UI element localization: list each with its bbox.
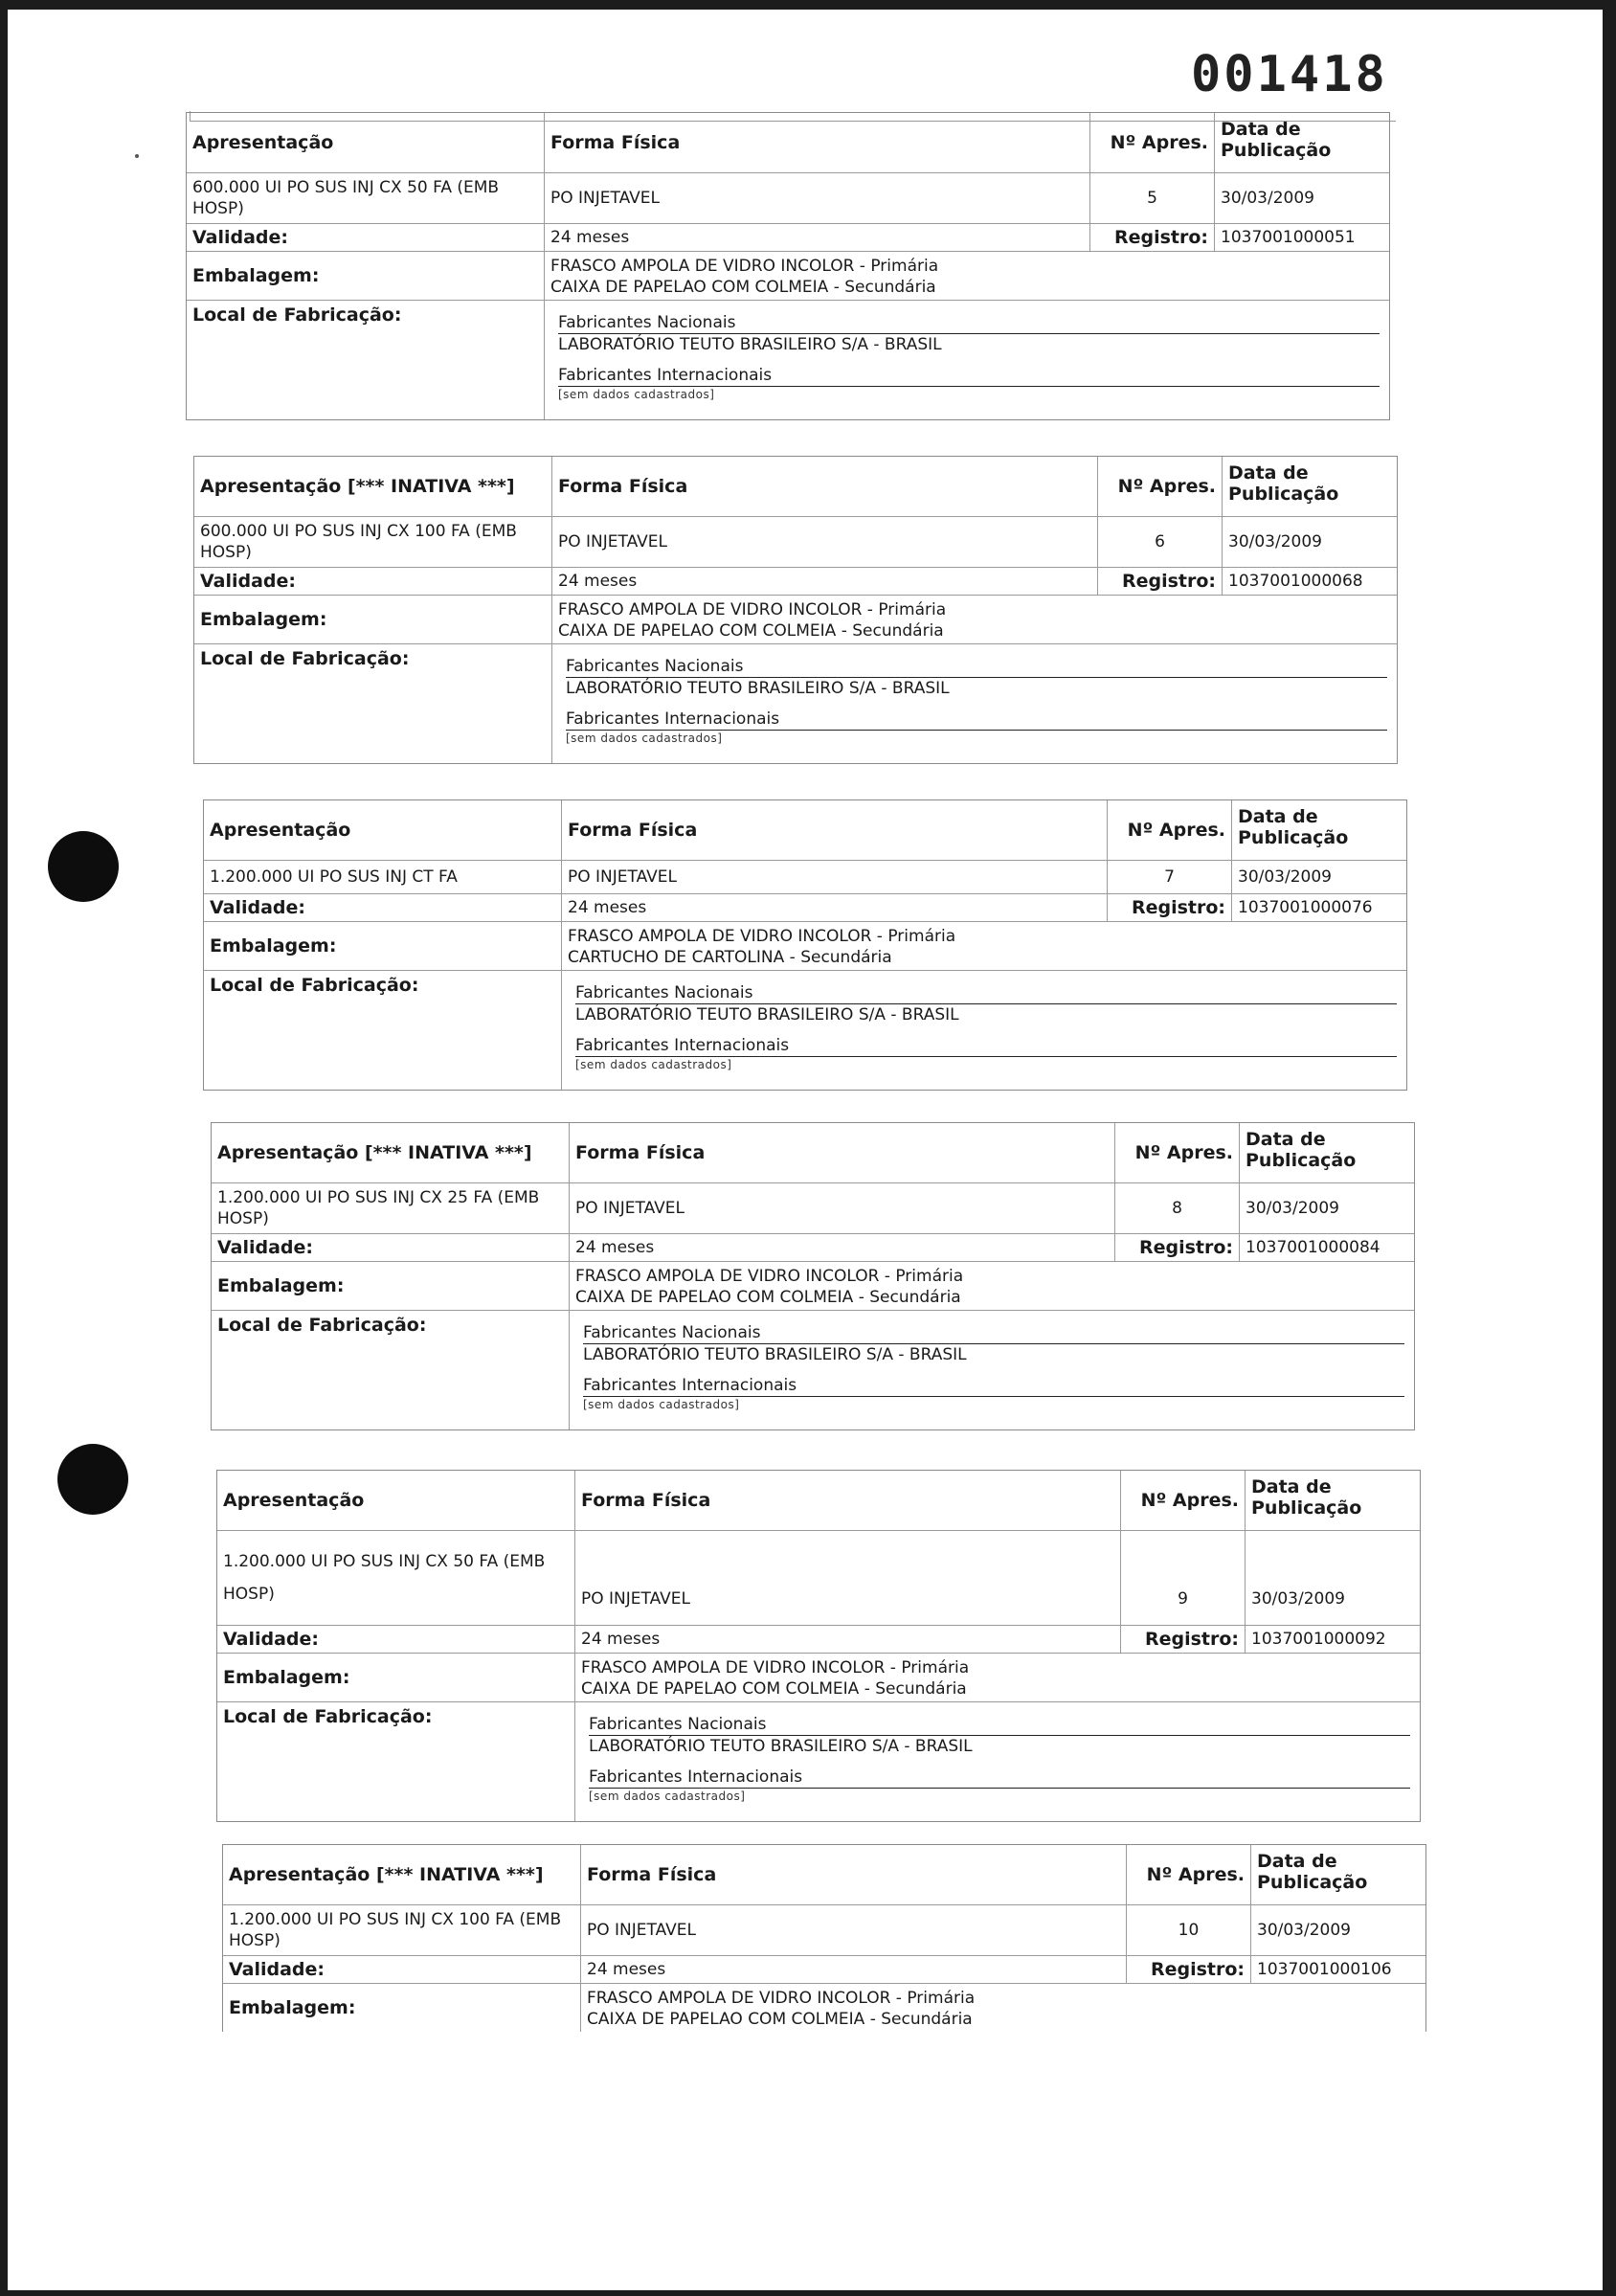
embalagem-primaria: FRASCO AMPOLA DE VIDRO INCOLOR - Primária xyxy=(587,1989,976,2008)
embalagem-label: Embalagem: xyxy=(212,1262,570,1310)
local-fabricacao-row xyxy=(217,1702,1420,1821)
embalagem-primaria: FRASCO AMPOLA DE VIDRO INCOLOR - Primária xyxy=(575,1267,964,1286)
embalagem-row xyxy=(204,922,1406,971)
punch-hole-lower xyxy=(57,1444,128,1515)
apresentacao-header: Apresentação [*** INATIVA ***] xyxy=(223,1845,581,1904)
header-row xyxy=(223,1845,1425,1905)
local-fabricacao-row xyxy=(204,971,1406,1090)
fabricante-nacional-value: LABORATÓRIO TEUTO BRASILEIRO S/A - BRASIL xyxy=(589,1737,973,1756)
data-publicacao-header xyxy=(1223,457,1397,516)
validade-value: 24 meses xyxy=(581,1956,1127,1983)
fabricantes-internacionais-label: Fabricantes Internacionais xyxy=(583,1375,1404,1397)
publicacao-label: Publicação xyxy=(1238,827,1349,848)
fabricantes-nacionais-label: Fabricantes Nacionais xyxy=(566,656,1387,678)
registro-label: Registro: xyxy=(1108,894,1232,921)
registro-value: 1037001000106 xyxy=(1257,1960,1392,1979)
embalagem-primaria: FRASCO AMPOLA DE VIDRO INCOLOR - Primária xyxy=(581,1658,970,1677)
presentation-block xyxy=(186,112,1390,420)
registro-value: 1037001000092 xyxy=(1251,1630,1386,1649)
header-row xyxy=(204,800,1406,861)
forma-fisica-header: Forma Física xyxy=(545,113,1090,172)
fabricantes-internacionais-label: Fabricantes Internacionais xyxy=(558,365,1380,387)
local-fabricacao-value xyxy=(545,301,1389,419)
local-fabricacao-label: Local de Fabricação: xyxy=(187,301,545,419)
forma-fisica-value: PO INJETAVEL xyxy=(552,517,1098,567)
registro-label: Registro: xyxy=(1090,224,1215,251)
embalagem-primaria: FRASCO AMPOLA DE VIDRO INCOLOR - Primária xyxy=(550,257,939,276)
embalagem-row xyxy=(217,1654,1420,1702)
sem-dados-note: [sem dados cadastrados] xyxy=(558,388,715,401)
fabricantes-nacionais-label: Fabricantes Nacionais xyxy=(589,1714,1410,1736)
embalagem-value xyxy=(562,922,1406,970)
fabricantes-internacionais-label: Fabricantes Internacionais xyxy=(566,709,1387,731)
n-apres-header: Nº Apres. xyxy=(1121,1471,1246,1530)
fabricantes-nacionais-label: Fabricantes Nacionais xyxy=(583,1322,1404,1344)
forma-fisica-header: Forma Física xyxy=(570,1123,1115,1182)
data-publicacao-value: 30/03/2009 xyxy=(1238,867,1332,887)
local-fabricacao-value xyxy=(552,644,1397,763)
data-row xyxy=(217,1531,1420,1626)
validade-row xyxy=(187,224,1389,252)
forma-fisica-header: Forma Física xyxy=(581,1845,1127,1904)
embalagem-label: Embalagem: xyxy=(217,1654,575,1701)
data-de-label: Data de xyxy=(1251,1476,1332,1497)
embalagem-secundaria: CARTUCHO DE CARTOLINA - Secundária xyxy=(568,948,892,967)
validade-label: Validade: xyxy=(187,224,545,251)
validade-row xyxy=(204,894,1406,922)
presentation-block xyxy=(211,1122,1415,1430)
registro-label: Registro: xyxy=(1121,1626,1246,1653)
apresentacao-header: Apresentação xyxy=(187,113,545,172)
validade-value: 24 meses xyxy=(552,568,1098,595)
data-de-label: Data de xyxy=(1257,1851,1337,1872)
data-publicacao-value: 30/03/2009 xyxy=(1246,1199,1339,1218)
apresentacao-header: Apresentação [*** INATIVA ***] xyxy=(194,457,552,516)
fabricante-nacional-value: LABORATÓRIO TEUTO BRASILEIRO S/A - BRASIL xyxy=(575,1005,959,1024)
validade-label: Validade: xyxy=(212,1234,570,1261)
data-de-label: Data de xyxy=(1228,462,1309,484)
local-fabricacao-label: Local de Fabricação: xyxy=(217,1702,575,1821)
data-publicacao-header xyxy=(1240,1123,1414,1182)
registro-label: Registro: xyxy=(1127,1956,1251,1983)
fabricantes-internacionais-label: Fabricantes Internacionais xyxy=(575,1035,1397,1057)
n-apres-value: 7 xyxy=(1108,861,1232,893)
data-row xyxy=(187,173,1389,224)
registro-value: 1037001000084 xyxy=(1246,1238,1380,1257)
local-fabricacao-label: Local de Fabricação: xyxy=(204,971,562,1090)
data-row xyxy=(194,517,1397,568)
embalagem-value xyxy=(575,1654,1420,1701)
sem-dados-note: [sem dados cadastrados] xyxy=(589,1790,746,1803)
n-apres-value: 9 xyxy=(1121,1531,1246,1625)
descricao-value: 1.200.000 UI PO SUS INJ CX 50 FA (EMB HOSP) xyxy=(217,1531,575,1625)
publicacao-label: Publicação xyxy=(1246,1150,1357,1171)
presentation-block xyxy=(216,1470,1421,1822)
descricao-value: 1.200.000 UI PO SUS INJ CT FA xyxy=(204,861,562,893)
validade-row xyxy=(217,1626,1420,1654)
embalagem-secundaria: CAIXA DE PAPELAO COM COLMEIA - Secundária xyxy=(550,278,936,297)
registro-label: Registro: xyxy=(1098,568,1223,595)
local-fabricacao-label: Local de Fabricação: xyxy=(212,1311,570,1429)
forma-fisica-value: PO INJETAVEL xyxy=(570,1183,1115,1233)
forma-fisica-value: PO INJETAVEL xyxy=(562,861,1108,893)
presentation-block xyxy=(203,799,1407,1091)
apresentacao-header: Apresentação [*** INATIVA ***] xyxy=(212,1123,570,1182)
embalagem-row xyxy=(212,1262,1414,1311)
data-de-label: Data de xyxy=(1221,119,1301,140)
local-fabricacao-value xyxy=(570,1311,1414,1429)
data-publicacao-header xyxy=(1215,113,1389,172)
n-apres-header: Nº Apres. xyxy=(1098,457,1223,516)
embalagem-value xyxy=(570,1262,1414,1310)
data-publicacao-value: 30/03/2009 xyxy=(1228,532,1322,551)
publicacao-label: Publicação xyxy=(1257,1872,1368,1893)
embalagem-primaria: FRASCO AMPOLA DE VIDRO INCOLOR - Primária xyxy=(568,927,956,946)
descricao-value: 600.000 UI PO SUS INJ CX 100 FA (EMB HOSP) xyxy=(194,517,552,567)
registro-label: Registro: xyxy=(1115,1234,1240,1261)
data-publicacao-value: 30/03/2009 xyxy=(1251,1589,1345,1609)
registro-value: 1037001000076 xyxy=(1238,898,1373,917)
validade-label: Validade: xyxy=(204,894,562,921)
local-fabricacao-value xyxy=(575,1702,1420,1821)
apresentacao-header: Apresentação xyxy=(204,800,562,860)
apresentacao-header: Apresentação xyxy=(217,1471,575,1530)
data-row xyxy=(204,861,1406,894)
local-fabricacao-value xyxy=(562,971,1406,1090)
fabricantes-internacionais-label: Fabricantes Internacionais xyxy=(589,1767,1410,1789)
validade-value: 24 meses xyxy=(545,224,1090,251)
n-apres-value: 6 xyxy=(1098,517,1223,567)
data-publicacao-header xyxy=(1251,1845,1425,1904)
validade-row xyxy=(194,568,1397,596)
data-publicacao-value: 30/03/2009 xyxy=(1221,189,1314,208)
local-fabricacao-row xyxy=(187,301,1389,419)
publicacao-label: Publicação xyxy=(1228,484,1339,505)
descricao-value: 1.200.000 UI PO SUS INJ CX 100 FA (EMB HOSP) xyxy=(223,1905,581,1955)
n-apres-header: Nº Apres. xyxy=(1108,800,1232,860)
validade-label: Validade: xyxy=(223,1956,581,1983)
forma-fisica-header: Forma Física xyxy=(575,1471,1121,1530)
data-publicacao-header xyxy=(1246,1471,1420,1530)
fabricante-nacional-value: LABORATÓRIO TEUTO BRASILEIRO S/A - BRASIL xyxy=(558,335,942,354)
embalagem-row xyxy=(194,596,1397,644)
validade-value: 24 meses xyxy=(570,1234,1115,1261)
sem-dados-note: [sem dados cadastrados] xyxy=(566,732,723,745)
validade-row xyxy=(223,1956,1425,1984)
fabricante-nacional-value: LABORATÓRIO TEUTO BRASILEIRO S/A - BRASIL xyxy=(583,1345,967,1364)
n-apres-value: 10 xyxy=(1127,1905,1251,1955)
publicacao-label: Publicação xyxy=(1251,1497,1362,1519)
embalagem-secundaria: CAIXA DE PAPELAO COM COLMEIA - Secundária xyxy=(581,1679,967,1699)
sem-dados-note: [sem dados cadastrados] xyxy=(575,1058,732,1071)
embalagem-secundaria: CAIXA DE PAPELAO COM COLMEIA - Secundária xyxy=(575,1288,961,1307)
validade-label: Validade: xyxy=(217,1626,575,1653)
data-de-label: Data de xyxy=(1246,1129,1326,1150)
data-publicacao-header xyxy=(1232,800,1406,860)
embalagem-label: Embalagem: xyxy=(204,922,562,970)
header-row xyxy=(194,457,1397,517)
forma-fisica-value: PO INJETAVEL xyxy=(581,1905,1127,1955)
embalagem-secundaria: CAIXA DE PAPELAO COM COLMEIA - Secundária xyxy=(558,621,944,641)
header-row xyxy=(212,1123,1414,1183)
data-row xyxy=(223,1905,1425,1956)
embalagem-value xyxy=(552,596,1397,643)
punch-hole-upper xyxy=(48,831,119,902)
publicacao-label: Publicação xyxy=(1221,140,1332,161)
embalagem-row xyxy=(223,1984,1425,2032)
forma-fisica-value: PO INJETAVEL xyxy=(545,173,1090,223)
fabricantes-nacionais-label: Fabricantes Nacionais xyxy=(575,982,1397,1004)
n-apres-header: Nº Apres. xyxy=(1115,1123,1240,1182)
fabricantes-nacionais-label: Fabricantes Nacionais xyxy=(558,312,1380,334)
embalagem-secundaria: CAIXA DE PAPELAO COM COLMEIA - Secundária xyxy=(587,2010,973,2029)
embalagem-label: Embalagem: xyxy=(187,252,545,300)
data-publicacao-value: 30/03/2009 xyxy=(1257,1921,1351,1940)
embalagem-value xyxy=(581,1984,1425,2032)
n-apres-header: Nº Apres. xyxy=(1127,1845,1251,1904)
sem-dados-note: [sem dados cadastrados] xyxy=(583,1398,740,1411)
forma-fisica-value: PO INJETAVEL xyxy=(575,1531,1121,1625)
validade-row xyxy=(212,1234,1414,1262)
validade-value: 24 meses xyxy=(575,1626,1121,1653)
scan-mark xyxy=(135,154,139,158)
validade-value: 24 meses xyxy=(562,894,1108,921)
forma-fisica-header: Forma Física xyxy=(562,800,1108,860)
n-apres-header: Nº Apres. xyxy=(1090,113,1215,172)
n-apres-value: 8 xyxy=(1115,1183,1240,1233)
embalagem-label: Embalagem: xyxy=(223,1984,581,2032)
embalagem-value xyxy=(545,252,1389,300)
embalagem-primaria: FRASCO AMPOLA DE VIDRO INCOLOR - Primária xyxy=(558,600,947,619)
n-apres-value: 5 xyxy=(1090,173,1215,223)
local-fabricacao-row xyxy=(194,644,1397,763)
local-fabricacao-label: Local de Fabricação: xyxy=(194,644,552,763)
local-fabricacao-row xyxy=(212,1311,1414,1429)
header-row xyxy=(217,1471,1420,1531)
fabricante-nacional-value: LABORATÓRIO TEUTO BRASILEIRO S/A - BRASIL xyxy=(566,679,950,698)
presentation-block xyxy=(222,1844,1426,2032)
data-row xyxy=(212,1183,1414,1234)
forma-fisica-header: Forma Física xyxy=(552,457,1098,516)
data-de-label: Data de xyxy=(1238,806,1318,827)
presentation-block xyxy=(193,456,1398,764)
registro-value: 1037001000051 xyxy=(1221,228,1356,247)
header-row xyxy=(187,113,1389,173)
validade-label: Validade: xyxy=(194,568,552,595)
registro-value: 1037001000068 xyxy=(1228,572,1363,591)
scanned-page xyxy=(8,10,1603,2290)
descricao-value: 600.000 UI PO SUS INJ CX 50 FA (EMB HOSP) xyxy=(187,173,545,223)
embalagem-label: Embalagem: xyxy=(194,596,552,643)
embalagem-row xyxy=(187,252,1389,301)
page-number: 001418 xyxy=(1191,46,1388,103)
descricao-value: 1.200.000 UI PO SUS INJ CX 25 FA (EMB HOSP) xyxy=(212,1183,570,1233)
